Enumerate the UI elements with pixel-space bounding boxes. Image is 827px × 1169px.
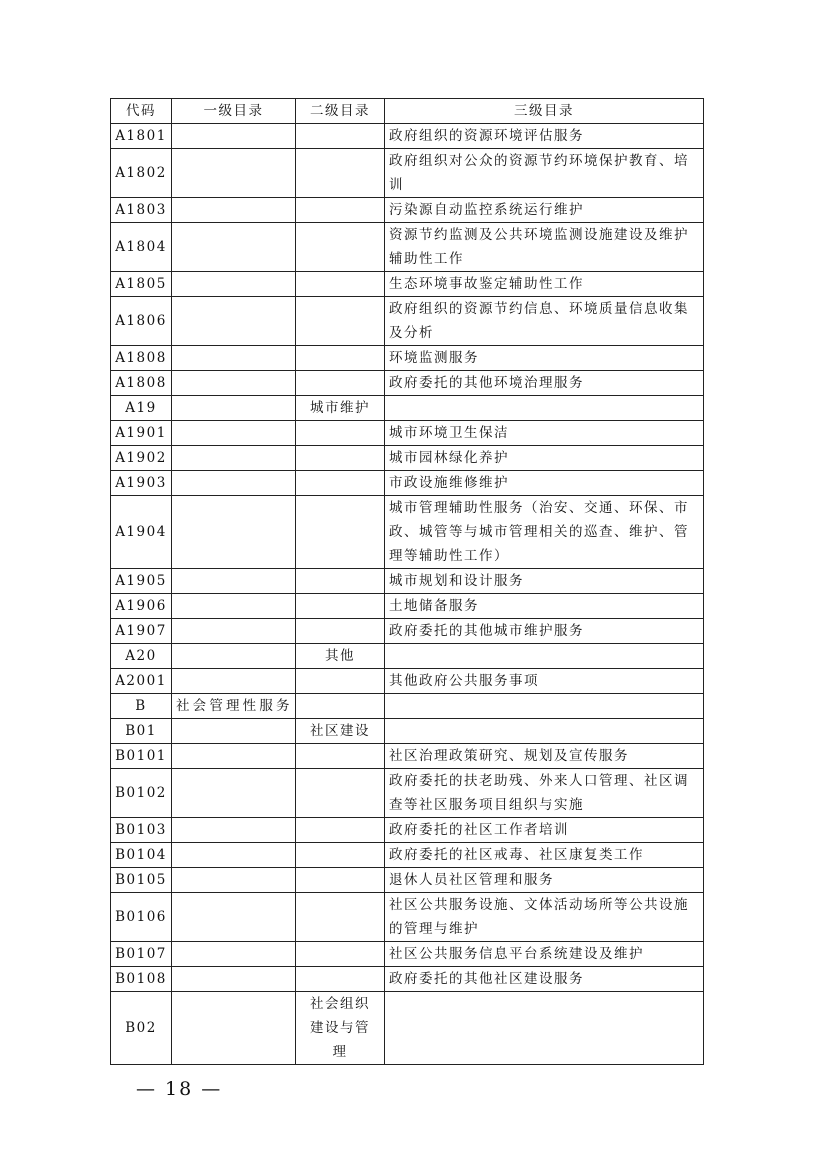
cell-level3: 环境监测服务 (385, 346, 704, 371)
cell-level1 (172, 149, 296, 198)
cell-level1 (172, 744, 296, 769)
cell-code: A1903 (111, 471, 172, 496)
table-row (111, 371, 704, 396)
cell-level1 (172, 124, 296, 149)
page-number: — 18 — (136, 1078, 223, 1100)
cell-code: B0106 (111, 893, 172, 942)
cell-code: B0107 (111, 942, 172, 967)
cell-level3: 生态环境事故鉴定辅助性工作 (385, 272, 704, 297)
cell-level2: 城市维护 (296, 396, 385, 421)
table-row (111, 644, 704, 669)
cell-level3: 退休人员社区管理和服务 (385, 868, 704, 893)
cell-level3: 社区公共服务信息平台系统建设及维护 (385, 942, 704, 967)
cell-level3: 政府组织对公众的资源节约环境保护教育、培训 (385, 149, 704, 198)
cell-level2: 其他 (296, 644, 385, 669)
cell-level1 (172, 644, 296, 669)
cell-level3: 政府委托的其他城市维护服务 (385, 619, 704, 644)
table-row (111, 149, 704, 198)
cell-level1 (172, 619, 296, 644)
table-row (111, 471, 704, 496)
cell-level1 (172, 719, 296, 744)
cell-level2 (296, 769, 385, 818)
cell-level2 (296, 496, 385, 569)
table-row (111, 198, 704, 223)
cell-level1 (172, 818, 296, 843)
cell-code: A1806 (111, 297, 172, 346)
table-row (111, 346, 704, 371)
cell-level2 (296, 297, 385, 346)
header-level2: 二级目录 (296, 99, 385, 124)
cell-code: B0101 (111, 744, 172, 769)
cell-code: A1802 (111, 149, 172, 198)
cell-code: A1901 (111, 421, 172, 446)
table-row (111, 272, 704, 297)
cell-level3: 政府委托的扶老助残、外来人口管理、社区调查等社区服务项目组织与实施 (385, 769, 704, 818)
cell-level1 (172, 992, 296, 1065)
table-row (111, 719, 704, 744)
cell-level2 (296, 124, 385, 149)
cell-level3 (385, 694, 704, 719)
cell-code: B01 (111, 719, 172, 744)
cell-code: A1904 (111, 496, 172, 569)
cell-code: A1905 (111, 569, 172, 594)
cell-level1 (172, 471, 296, 496)
table-row (111, 669, 704, 694)
cell-level1 (172, 346, 296, 371)
cell-level2 (296, 371, 385, 396)
table-row (111, 893, 704, 942)
cell-code: A1902 (111, 446, 172, 471)
cell-code: A1801 (111, 124, 172, 149)
table-row (111, 744, 704, 769)
cell-level2 (296, 471, 385, 496)
cell-level2 (296, 149, 385, 198)
cell-level1 (172, 942, 296, 967)
cell-code: A1808 (111, 371, 172, 396)
cell-code: A1803 (111, 198, 172, 223)
table-row (111, 619, 704, 644)
cell-level1 (172, 967, 296, 992)
table-row (111, 396, 704, 421)
cell-level2 (296, 198, 385, 223)
cell-level1 (172, 396, 296, 421)
table-row (111, 446, 704, 471)
cell-level2 (296, 868, 385, 893)
cell-level2 (296, 893, 385, 942)
cell-level3: 城市园林绿化养护 (385, 446, 704, 471)
cell-level1 (172, 868, 296, 893)
cell-code: B (111, 694, 172, 719)
cell-level3: 城市环境卫生保洁 (385, 421, 704, 446)
cell-level3: 污染源自动监控系统运行维护 (385, 198, 704, 223)
cell-level1 (172, 223, 296, 272)
cell-level3 (385, 719, 704, 744)
cell-level2 (296, 744, 385, 769)
cell-code: A1808 (111, 346, 172, 371)
header-code: 代码 (111, 99, 172, 124)
cell-level1 (172, 769, 296, 818)
cell-level3: 资源节约监测及公共环境监测设施建设及维护辅助性工作 (385, 223, 704, 272)
table-row (111, 569, 704, 594)
cell-level3: 市政设施维修维护 (385, 471, 704, 496)
cell-level2 (296, 569, 385, 594)
cell-level3: 政府委托的社区戒毒、社区康复类工作 (385, 843, 704, 868)
table-row (111, 942, 704, 967)
cell-level2 (296, 942, 385, 967)
table-row (111, 818, 704, 843)
cell-code: B0105 (111, 868, 172, 893)
cell-level3: 政府委托的社区工作者培训 (385, 818, 704, 843)
cell-level1 (172, 594, 296, 619)
cell-level2 (296, 594, 385, 619)
table-body (111, 124, 704, 1065)
header-row (111, 99, 704, 124)
cell-code: A2001 (111, 669, 172, 694)
table-row (111, 694, 704, 719)
cell-level3 (385, 644, 704, 669)
cell-code: A1906 (111, 594, 172, 619)
cell-code: A19 (111, 396, 172, 421)
cell-level3 (385, 992, 704, 1065)
cell-level2 (296, 619, 385, 644)
cell-code: A1804 (111, 223, 172, 272)
table-row (111, 421, 704, 446)
cell-level1 (172, 669, 296, 694)
cell-level2 (296, 346, 385, 371)
table-row (111, 496, 704, 569)
cell-code: B0108 (111, 967, 172, 992)
cell-level2 (296, 967, 385, 992)
cell-code: A1907 (111, 619, 172, 644)
cell-code: B0104 (111, 843, 172, 868)
cell-level3: 政府组织的资源环境评估服务 (385, 124, 704, 149)
cell-level1 (172, 446, 296, 471)
cell-level1 (172, 371, 296, 396)
cell-level2: 社会组织建设与管理 (296, 992, 385, 1065)
cell-level3: 政府组织的资源节约信息、环境质量信息收集及分析 (385, 297, 704, 346)
cell-level2 (296, 843, 385, 868)
catalog-table (110, 98, 704, 1065)
cell-level2 (296, 272, 385, 297)
cell-level2 (296, 421, 385, 446)
cell-level3: 城市规划和设计服务 (385, 569, 704, 594)
table-row (111, 297, 704, 346)
table-row (111, 868, 704, 893)
cell-level2 (296, 223, 385, 272)
header-level3: 三级目录 (385, 99, 704, 124)
cell-code: A1805 (111, 272, 172, 297)
cell-level1 (172, 198, 296, 223)
cell-level3 (385, 396, 704, 421)
cell-level3: 社区治理政策研究、规划及宣传服务 (385, 744, 704, 769)
cell-level2: 社区建设 (296, 719, 385, 744)
table-row (111, 843, 704, 868)
cell-level2 (296, 818, 385, 843)
cell-level1 (172, 496, 296, 569)
header-level1: 一级目录 (172, 99, 296, 124)
table-row (111, 223, 704, 272)
cell-level3: 政府委托的其他环境治理服务 (385, 371, 704, 396)
cell-level1 (172, 843, 296, 868)
cell-code: B0102 (111, 769, 172, 818)
cell-level1 (172, 893, 296, 942)
cell-code: B02 (111, 992, 172, 1065)
table-row (111, 967, 704, 992)
cell-level3: 政府委托的其他社区建设服务 (385, 967, 704, 992)
cell-code: B0103 (111, 818, 172, 843)
cell-level2 (296, 694, 385, 719)
cell-level1 (172, 569, 296, 594)
cell-level1 (172, 297, 296, 346)
cell-level1 (172, 421, 296, 446)
cell-level1: 社会管理性服务 (172, 694, 296, 719)
table-row (111, 124, 704, 149)
cell-level2 (296, 669, 385, 694)
cell-level1 (172, 272, 296, 297)
cell-level3: 土地储备服务 (385, 594, 704, 619)
table-row (111, 594, 704, 619)
table-row (111, 769, 704, 818)
cell-level3: 社区公共服务设施、文体活动场所等公共设施的管理与维护 (385, 893, 704, 942)
table-row (111, 992, 704, 1065)
cell-level3: 城市管理辅助性服务（治安、交通、环保、市政、城管等与城市管理相关的巡查、维护、管理等辅助性工作） (385, 496, 704, 569)
cell-level2 (296, 446, 385, 471)
cell-level3: 其他政府公共服务事项 (385, 669, 704, 694)
cell-code: A20 (111, 644, 172, 669)
table-header (111, 99, 704, 124)
